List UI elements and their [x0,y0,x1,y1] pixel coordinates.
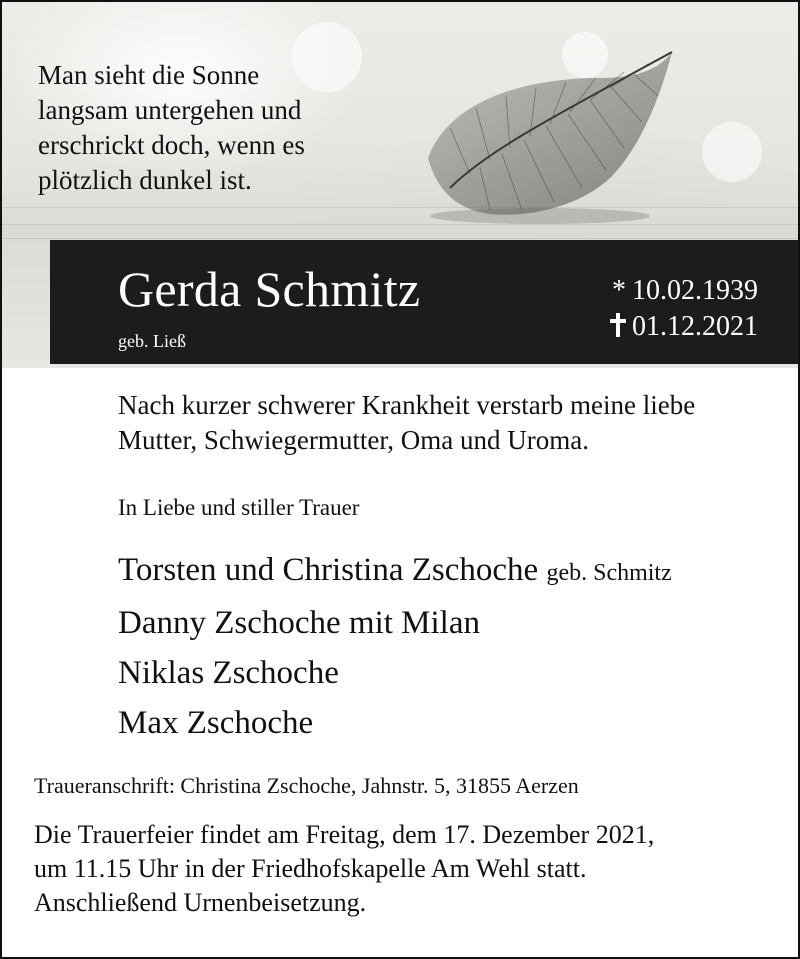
water-line [2,238,798,239]
death-announcement [118,388,695,458]
quote [38,58,378,198]
quote-line: plötzlich dunkel ist. [38,165,252,195]
family-member [118,698,672,748]
birth-date-line [610,273,758,309]
family-member [118,598,672,648]
birth-symbol: * [612,275,626,306]
family-member-name: Max Zschoche [118,705,314,741]
announcement-line: Mutter, Schwiegermutter, Oma und Uroma. [118,425,589,455]
name-banner [50,240,798,364]
family-member-name: Niklas Zschoche [118,655,339,691]
ceremony-info [34,818,654,920]
hero-image [2,2,798,368]
mourning-address: Traueranschrift: Christina Zschoche, Jahnstr. 5, 31855 Aerzen [34,773,579,798]
ceremony-line: um 11.15 Uhr in der Friedhofskapelle Am Wehl statt. [34,854,587,883]
deceased-name: Gerda Schmitz [118,261,421,317]
family-member-name: Torsten und Christina Zschoche [118,552,539,588]
quote-line: erschrickt doch, wenn es [38,130,305,160]
ceremony-line: Die Trauerfeier findet am Freitag, dem 17. Dezember 2021, [34,820,655,849]
quote-line: Man sieht die Sonne [38,60,260,90]
family-member [118,545,672,598]
cross-icon [610,313,626,337]
ceremony-line: Anschließend Urnenbeisetzung. [34,888,367,917]
family-member-suffix: geb. Schmitz [546,560,672,586]
quote-line: langsam untergehen und [38,95,302,125]
family-member-name: Danny Zschoche mit Milan [118,605,481,641]
death-date-line [610,309,758,345]
birth-date: 10.02.1939 [632,275,758,306]
bokeh-light [702,122,762,182]
life-dates [610,273,758,345]
maiden-name: geb. Ließ [118,331,186,351]
mourning-line: In Liebe und stiller Trauer [118,495,360,520]
feather-image [410,38,690,228]
announcement-line: Nach kurzer schwerer Krankheit verstarb meine liebe [118,390,696,420]
family-list [118,545,672,748]
family-member [118,648,672,698]
death-date: 01.12.2021 [632,311,758,342]
